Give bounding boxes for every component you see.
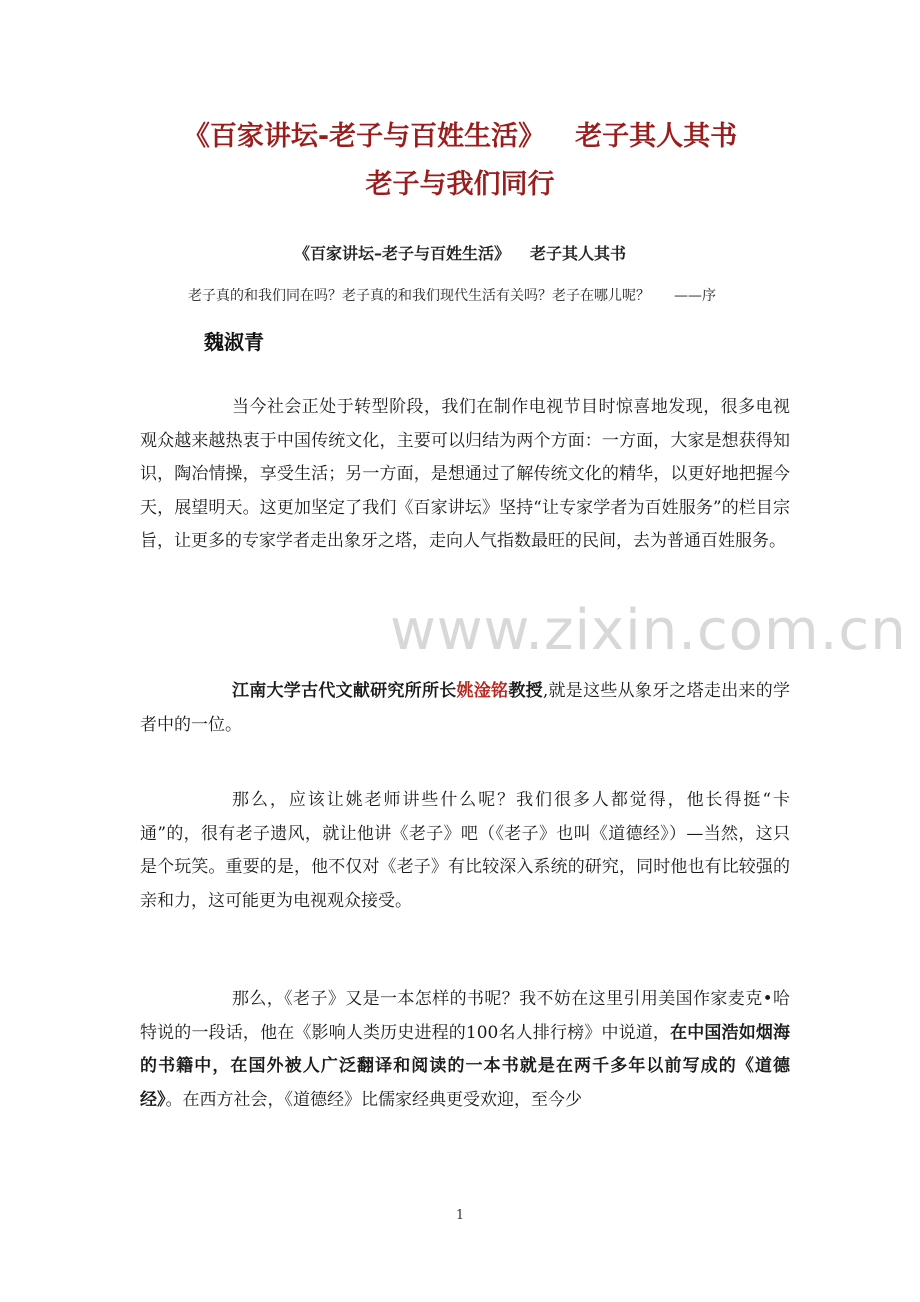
preface-line (188, 285, 716, 305)
document-title-line-2: 老子与我们同行 (365, 169, 555, 200)
body-paragraph-3 (140, 784, 790, 918)
document-title-line-1 (0, 114, 920, 153)
paragraph-intro: 那么，《老子》又是一本怎样的书呢？我不妨在这里引用美国作家麦克•哈特说的一段话，他在《影响人类历史进程的100名人排行榜》中说道， (140, 989, 790, 1043)
title-series-name: 《百家讲坛-老子与百姓生活》 (182, 121, 546, 152)
paragraph-continuation: 。在西方社会，《道德经》比儒家经典更受欢迎，至今少 (165, 1089, 582, 1110)
paragraph-rest: ,就是这些从象牙之塔走出来的学者中的一位。 (140, 681, 791, 735)
author-name: 魏淑青 (204, 330, 264, 354)
document-subtitle (0, 241, 920, 264)
preface-label: ——序 (674, 288, 716, 304)
subtitle-episode-name: 老子其人其书 (530, 244, 627, 263)
paragraph-text (140, 983, 790, 1117)
watermark-text: www.zixin.com.cn (390, 598, 907, 663)
institution-title: 江南大学古代文献研究所所长 (232, 681, 457, 701)
preface-questions: 老子真的和我们同在吗？老子真的和我们现代生活有关吗？老子在哪儿呢？ (188, 288, 650, 304)
subtitle-series-name: 《百家讲坛–老子与百姓生活》 (293, 244, 510, 263)
paragraph-text: 当今社会正处于转型阶段，我们在制作电视节目时惊喜地发现，很多电视观众越来越热衷于中国传统文化，主要可以归结为两个方面：一方面，大家是想获得知识，陶冶情操，享受生活；另一方面，是想通过了解传统文化的精华，以更好地把握今天，展望明天。这更加坚定了我们《百家讲坛》坚持“让专家学者为百姓服务”的栏目宗旨，让更多的专家学者走出象牙之塔，走向人气指数最旺的民间，去为普通百姓服务。 (140, 397, 790, 551)
paragraph-text: 那么，应该让姚老师讲些什么呢？我们很多人都觉得，他长得挺“卡通”的，很有老子遗风，就让他讲《老子》吧（《老子》也叫《道德经》）—当然，这只是个玩笑。重要的是，他不仅对《老子》有比较深入系统的研究，同时他也有比较强的亲和力，这可能更为电视观众接受。 (140, 790, 790, 911)
professor-title: 教授 (508, 681, 543, 701)
body-paragraph-2 (140, 675, 790, 742)
body-paragraph-4 (140, 983, 790, 1117)
professor-name: 姚淦铭 (456, 681, 509, 701)
quoted-statement: 在中国浩如烟海的书籍中，在国外被人广泛翻译和阅读的一本书就是在两千多年以前写成的《道德经》 (140, 1022, 791, 1110)
body-paragraph-1 (140, 391, 790, 559)
paragraph-text (140, 675, 790, 742)
page-number: 1 (455, 1208, 465, 1223)
title-episode-name: 老子其人其书 (575, 121, 738, 152)
